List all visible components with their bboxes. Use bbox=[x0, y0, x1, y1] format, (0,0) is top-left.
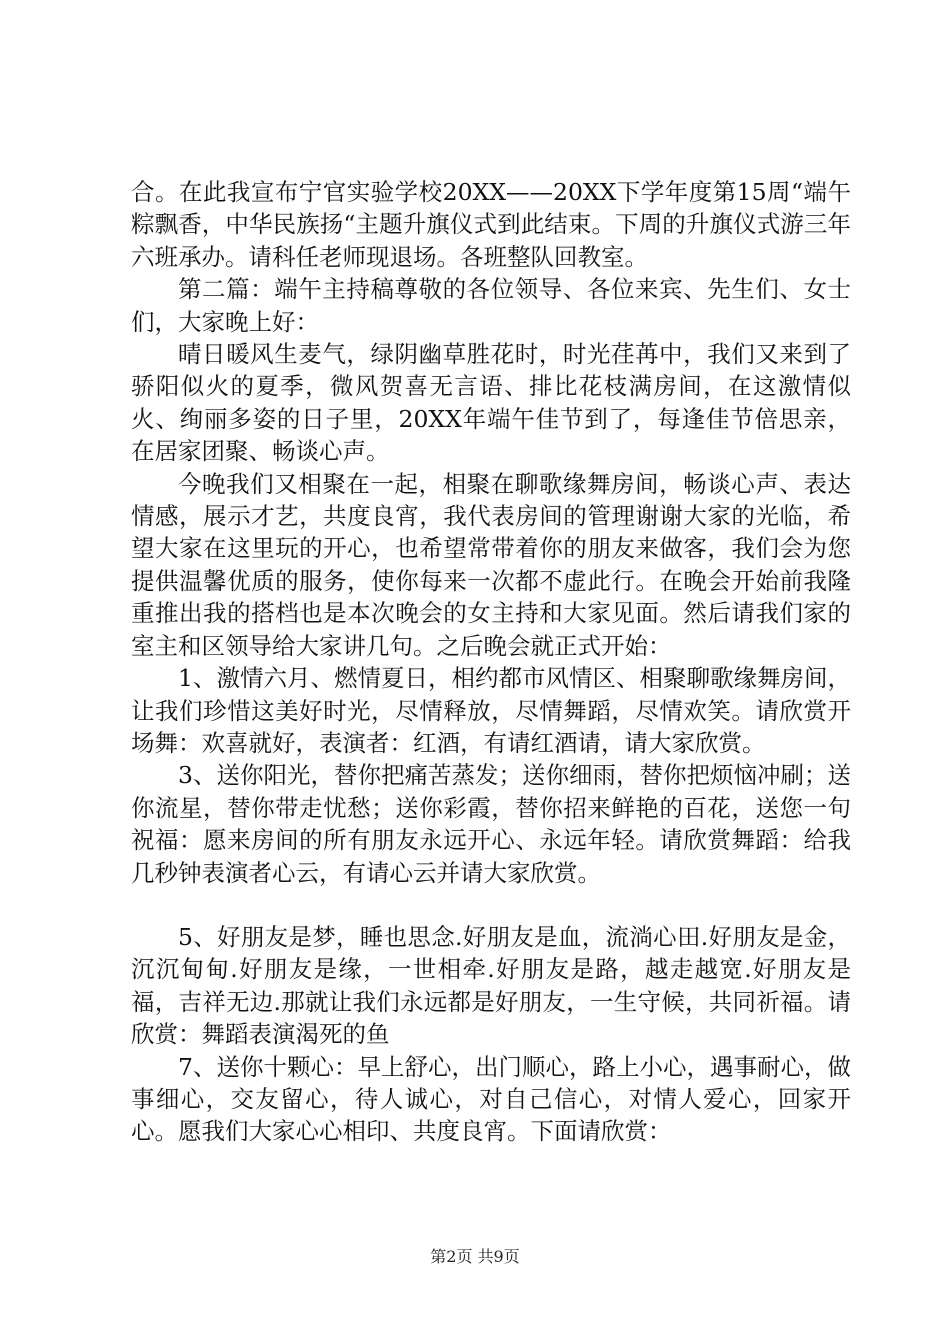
paragraph-item-7: 7、送你十颗心：早上舒心，出门顺心，路上小心，遇事耐心，做事细心，交友留心，待人诚心，对自己信心，对情人爱心，回家开心。愿我们大家心心相印、共度良宵。下面请欣赏： bbox=[131, 1052, 851, 1146]
paragraph-welcome: 今晚我们又相聚在一起，相聚在聊歌缘舞房间，畅谈心声、表达情感，展示才艺，共度良宵，我代表房间的管理谢谢大家的光临，希望大家在这里玩的开心，也希望常带着你的朋友来做客，我们会为您提供温馨优质的服务，使你每来一次都不虚此行。在晚会开始前我隆重推出我的搭档也是本次晚会的女主持和大家见面。然后请我们家的室主和区领导给大家讲几句。之后晚会就正式开始： bbox=[131, 469, 851, 660]
paragraph-item-5: 5、好朋友是梦，睡也思念.好朋友是血，流淌心田.好朋友是金，沉沉甸甸.好朋友是缘，一世相牵.好朋友是路，越走越宽.好朋友是福，吉祥无边.那就让我们永远都是好朋友，一生守候，共同祈福。请欣赏：舞蹈表演渴死的鱼 bbox=[131, 922, 851, 1049]
paragraph-gap bbox=[131, 889, 851, 921]
body-text bbox=[131, 176, 851, 1148]
paragraph-continuation: 合。在此我宣布宁官实验学校20XX——20XX下学年度第15周“端午粽飘香，中华民族扬“主题升旗仪式到此结束。下周的升旗仪式游三年六班承办。请科任老师现退场。各班整队回教室。 bbox=[131, 178, 851, 271]
paragraph-section-title: 第二篇：端午主持稿尊敬的各位领导、各位来宾、先生们、女士们，大家晚上好： bbox=[131, 275, 851, 336]
paragraph-item-3: 3、送你阳光，替你把痛苦蒸发；送你细雨，替你把烦恼冲刷；送你流星，替你带走忧愁；送你彩霞，替你招来鲜艳的百花，送您一句祝福：愿来房间的所有朋友永远开心、永远年轻。请欣赏舞蹈：给我几秒钟表演者心云，有请心云并请大家欣赏。 bbox=[131, 761, 851, 887]
paragraph-opening: 晴日暖风生麦气，绿阴幽草胜花时，时光荏苒中，我们又来到了骄阳似火的夏季，微风贺喜无言语、排比花枝满房间，在这激情似火、绚丽多姿的日子里，20XX年端午佳节到了，每逢佳节倍思亲，在居家团聚、畅谈心声。 bbox=[131, 340, 851, 466]
paragraph-item-1: 1、激情六月、燃情夏日，相约都市风情区、相聚聊歌缘舞房间，让我们珍惜这美好时光，尽情释放，尽情舞蹈，尽情欢笑。请欣赏开场舞：欢喜就好，表演者：红酒，有请红酒请，请大家欣赏。 bbox=[131, 664, 851, 757]
page-number-footer: 第2页 共9页 bbox=[430, 1247, 520, 1266]
